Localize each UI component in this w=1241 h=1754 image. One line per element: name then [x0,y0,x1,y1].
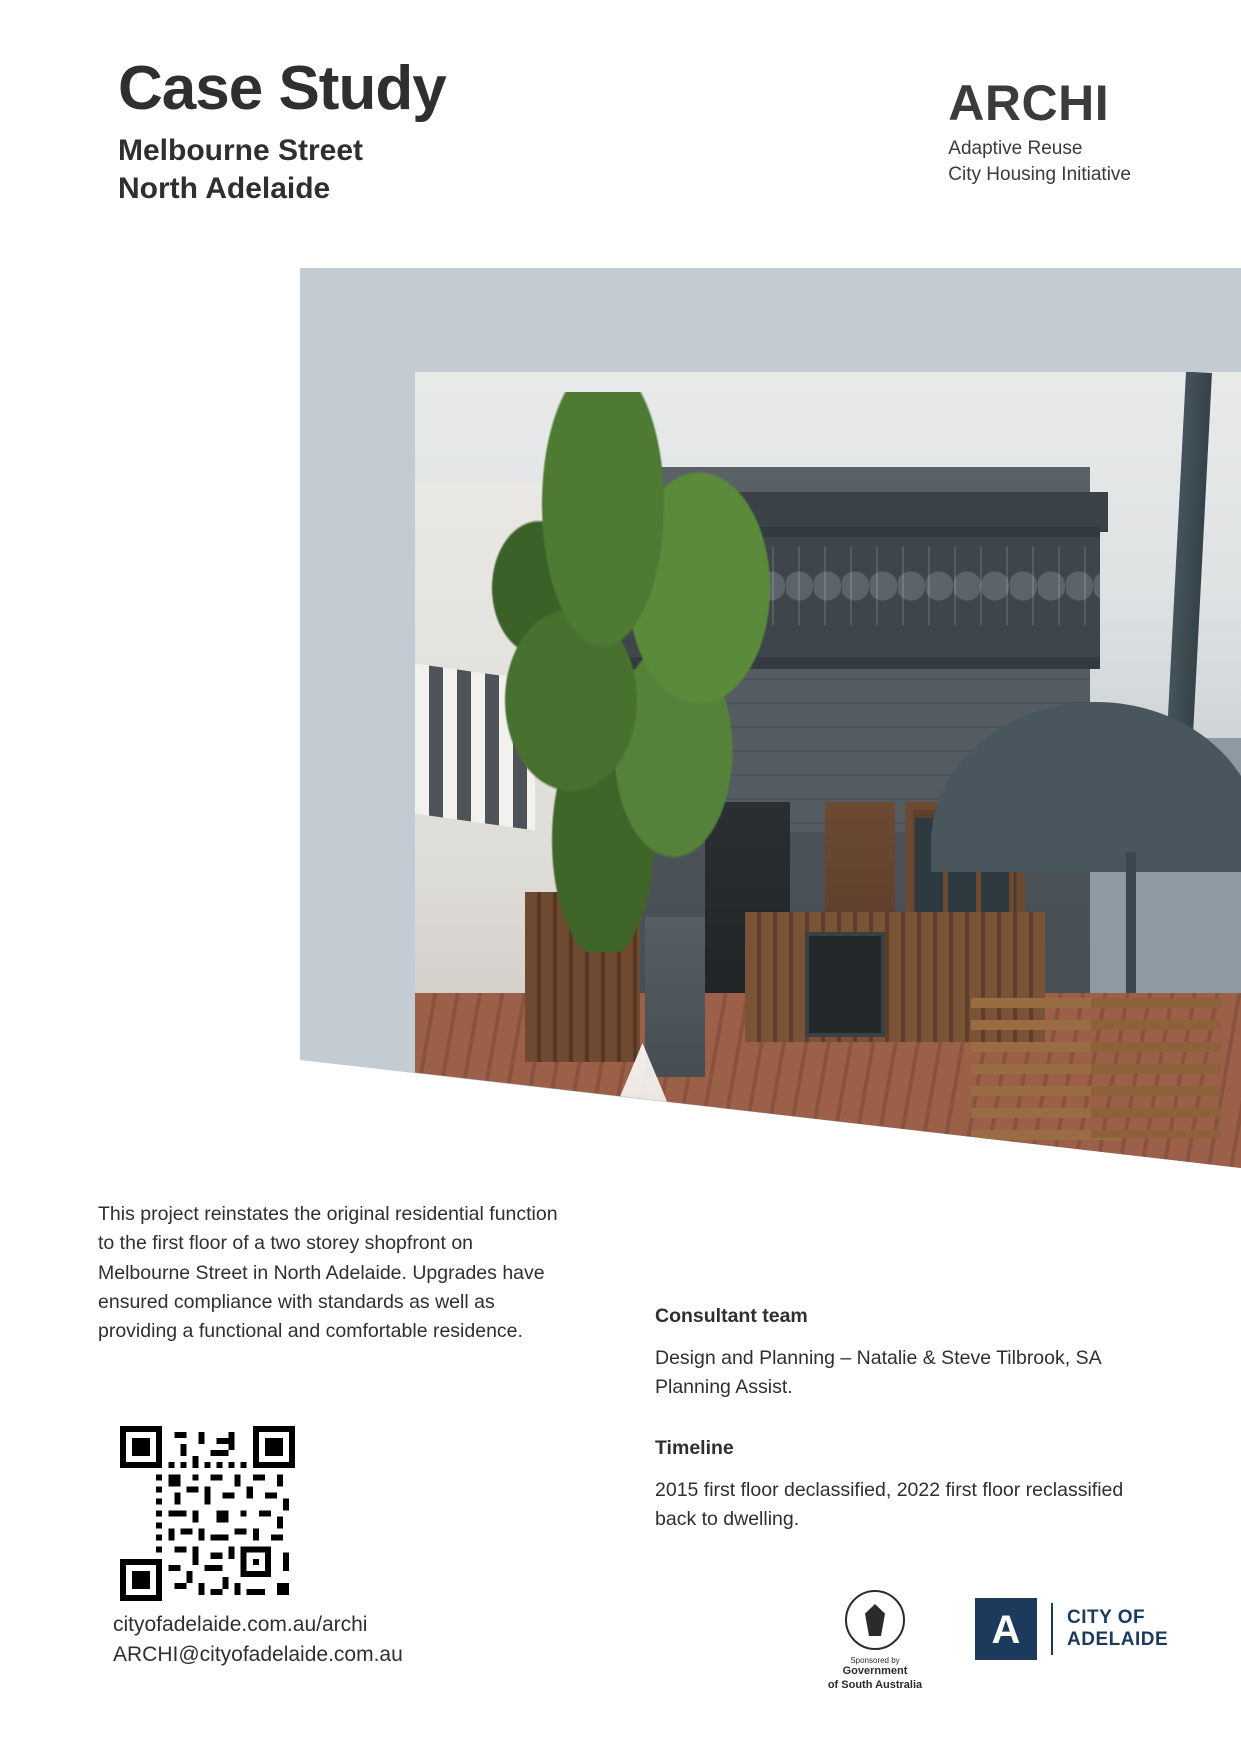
consultant-team-heading: Consultant team [655,1305,808,1327]
page-header [0,0,1241,270]
photo-cafe-chair-2 [1091,998,1221,1138]
footer-logos [810,1590,1170,1710]
project-description: This project reinstates the original residential function to the first floor of a two storey shopfront on Melbourne Street in North Adelaide. Upgrades have ensured compliance with standards as well as providing a functional and comfortable residence. [98,1203,558,1342]
website-link[interactable]: cityofadelaide.com.au/archi [113,1613,368,1636]
brand-name: ARCHI [948,75,1110,131]
page-title: Case Study [118,54,446,123]
project-photo [415,372,1241,1168]
government-of-south-australia-logo [810,1590,940,1693]
qr-code[interactable] [120,1426,295,1601]
subtitle-line-2: North Adelaide [118,172,331,206]
city-of-adelaide-mark-icon [975,1598,1037,1660]
page-subtitle [118,132,446,209]
archi-logo [948,75,1131,187]
government-label-line-2: of South Australia [827,1678,923,1691]
timeline-heading: Timeline [655,1436,734,1459]
photo-menu-board [805,932,885,1037]
timeline-body: 2015 first floor declassified, 2022 first floor reclassified back to dwelling. [655,1478,1124,1530]
brand-tagline-line-2: City Housing Initiative [948,163,1131,185]
brand-tagline [948,136,1131,187]
title-block [118,54,446,209]
sponsored-by-label: Sponsored by [850,1656,900,1665]
email-link[interactable]: ARCHI@cityofadelaide.com.au [113,1642,403,1666]
contact-block [113,1610,403,1670]
photo-street-tree [475,392,795,952]
hero-image-area [300,268,1241,1168]
city-of-adelaide-wordmark [1067,1607,1168,1651]
coa-letter: A [991,1608,1021,1652]
coa-wordmark-line-2: ADELAIDE [1067,1629,1169,1650]
project-details [655,1305,1125,1568]
city-of-adelaide-logo [975,1598,1168,1660]
coa-wordmark-line-1: CITY OF [1067,1607,1146,1629]
sa-crest-icon [845,1590,905,1650]
logo-divider [1051,1603,1053,1655]
consultant-team-body: Design and Planning – Natalie & Steve Tilbrook, SA Planning Assist. [655,1347,1101,1399]
brand-tagline-line-1: Adaptive Reuse [948,138,1083,159]
government-label-line-1: Government [842,1665,908,1677]
subtitle-line-1: Melbourne Street [118,134,364,167]
